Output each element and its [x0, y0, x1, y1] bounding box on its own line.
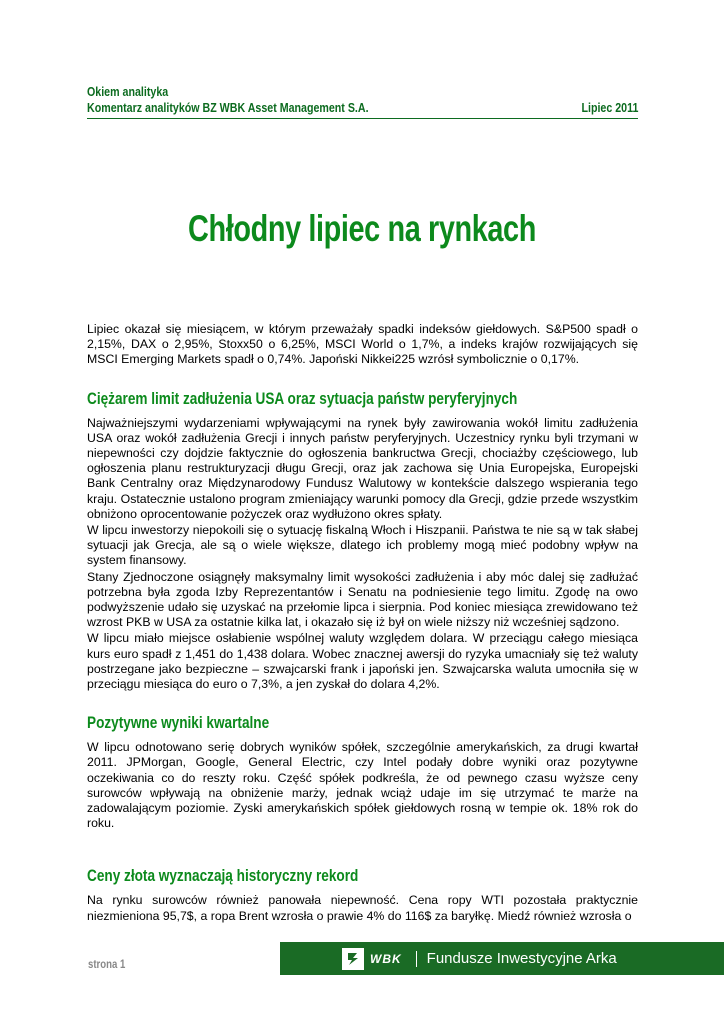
- bank-logo-mark-icon: [345, 951, 361, 967]
- section-heading-gold: [87, 865, 638, 887]
- section-heading-debt: [87, 388, 638, 410]
- report-subtitle-row: [87, 100, 638, 119]
- section-heading-earnings: [87, 712, 638, 734]
- page-number-text: strona 1: [88, 957, 126, 971]
- section-heading-gold-text: Ceny złota wyznaczają historyczny rekord: [87, 866, 359, 886]
- section-heading-earnings-text: Pozytywne wyniki kwartalne: [87, 713, 270, 733]
- paragraph: W lipcu inwestorzy niepokoili się o sytuację fiskalną Włoch i Hiszpanii. Państwa te nie są w tak słabej sytuacji jak Grecja, ale są o wiele większe, dlatego ich problemy mogą mieć podobny wpływ na system finansowy.: [87, 523, 638, 568]
- paragraph: Na rynku surowców również panowała niepewność. Cena ropy WTI pozostała praktycznie niezmieniona 95,7$, a ropa Brent wzrosła o prawie 4% do 116$ za baryłkę. Miedź również wzrosła o: [87, 893, 638, 923]
- paragraph: W lipcu miało miejsce osłabienie wspólnej waluty względem dolara. W przeciągu całego miesiąca kurs euro spadł z 1,451 do 1,438 dolara. Wobec znacznej awersji do ryzyka umacniały się też waluty postrzegane jako bezpieczne – szwajcarski frank i japoński jen. Szwajcarska waluta umocniła się w przeciągu miesiąca do euro o 7,3%, a jen zyskał do dolara 4,2%.: [87, 631, 638, 692]
- section-heading-debt-text: Ciężarem limit zadłużenia USA oraz sytuacja państw peryferyjnych: [87, 388, 518, 408]
- intro-paragraph: Lipiec okazał się miesiącem, w którym przeważały spadki indeksów giełdowych. S&P500 spadł o 2,15%, DAX o 2,95%, Stoxx50 o 6,25%, MSCI World o 1,7%, a indeks krajów rozwijających się MSCI Emerging Markets spadł o 0,74%. Japoński Nikkei225 wzrósł symbolicznie o 0,17%.: [87, 322, 638, 367]
- bank-logo-wordmark: WBK: [370, 951, 402, 966]
- page-number: [88, 957, 135, 971]
- footer-brand-name: Fundusze Inwestycyjne Arka: [426, 950, 617, 967]
- report-date: Lipiec 2011: [581, 100, 638, 115]
- article-body: [87, 322, 638, 924]
- footer-brand-bar: [280, 942, 724, 975]
- report-kicker: Okiem analityka: [87, 84, 169, 99]
- paragraph: Stany Zjednoczone osiągnęły maksymalny limit wysokości zadłużenia i aby móc dalej się zadłużać potrzebna była zgoda Izby Reprezentantów i Senatu na podniesienie tego limitu. Zgodę na owo podwyższenie udało się uzyskać na przełomie lipca i sierpnia. Pod koniec miesiąca zrewidowano też wzrost PKB w USA za ostatnie kilka lat, i okazało się iż był on wiele niższy niż wcześniej sądzono.: [87, 569, 638, 630]
- paragraph: Najważniejszymi wydarzeniami wpływającymi na rynek były zawirowania wokół limitu zadłużenia USA oraz wokół zadłużenia Grecji i innych państw peryferyjnych. Uczestnicy rynku byli trzymani w niepewności czy dojdzie faktycznie do ogłoszenia bankructwa Grecji, chociażby częściowego, lub ogłoszenia planu restrukturyzacji długu Grecji, oraz jak zachowa się Unia Europejska, Europejski Bank Centralny oraz Międzynarodowy Fundusz Walutowy w kontekście dalszego wspierania tego kraju. Ostatecznie ustalono program zmieniający warunki pomocy dla Grecji, gdzie przede wszystkim obniżono oprocentowanie pożyczek oraz wydłużono okres spłaty.: [87, 415, 638, 521]
- footer-divider: [416, 951, 417, 967]
- paragraph: W lipcu odnotowano serię dobrych wyników spółek, szczególnie amerykańskich, za drugi kwartał 2011. JPMorgan, Google, General Electric, czy Intel podały dobre wyniki oraz pozytywne oczekiwania co do reszty roku. Część spółek podkreśla, że od pewnego czasu wyższe ceny surowców wpływają na obniżenie marży, jednak wciąż udaje im się utrzymać te marże na zadowalającym poziomie. Zyski amerykańskich spółek giełdowych rosną w tempie ok. 18% rok do roku.: [87, 740, 638, 831]
- bank-logo-icon: [342, 948, 364, 970]
- report-header: [87, 84, 638, 119]
- page-title-text: Chłodny lipiec na rynkach: [188, 208, 536, 249]
- page-title: [0, 204, 724, 254]
- report-subtitle: Komentarz analityków BZ WBK Asset Management S.A.: [87, 100, 369, 115]
